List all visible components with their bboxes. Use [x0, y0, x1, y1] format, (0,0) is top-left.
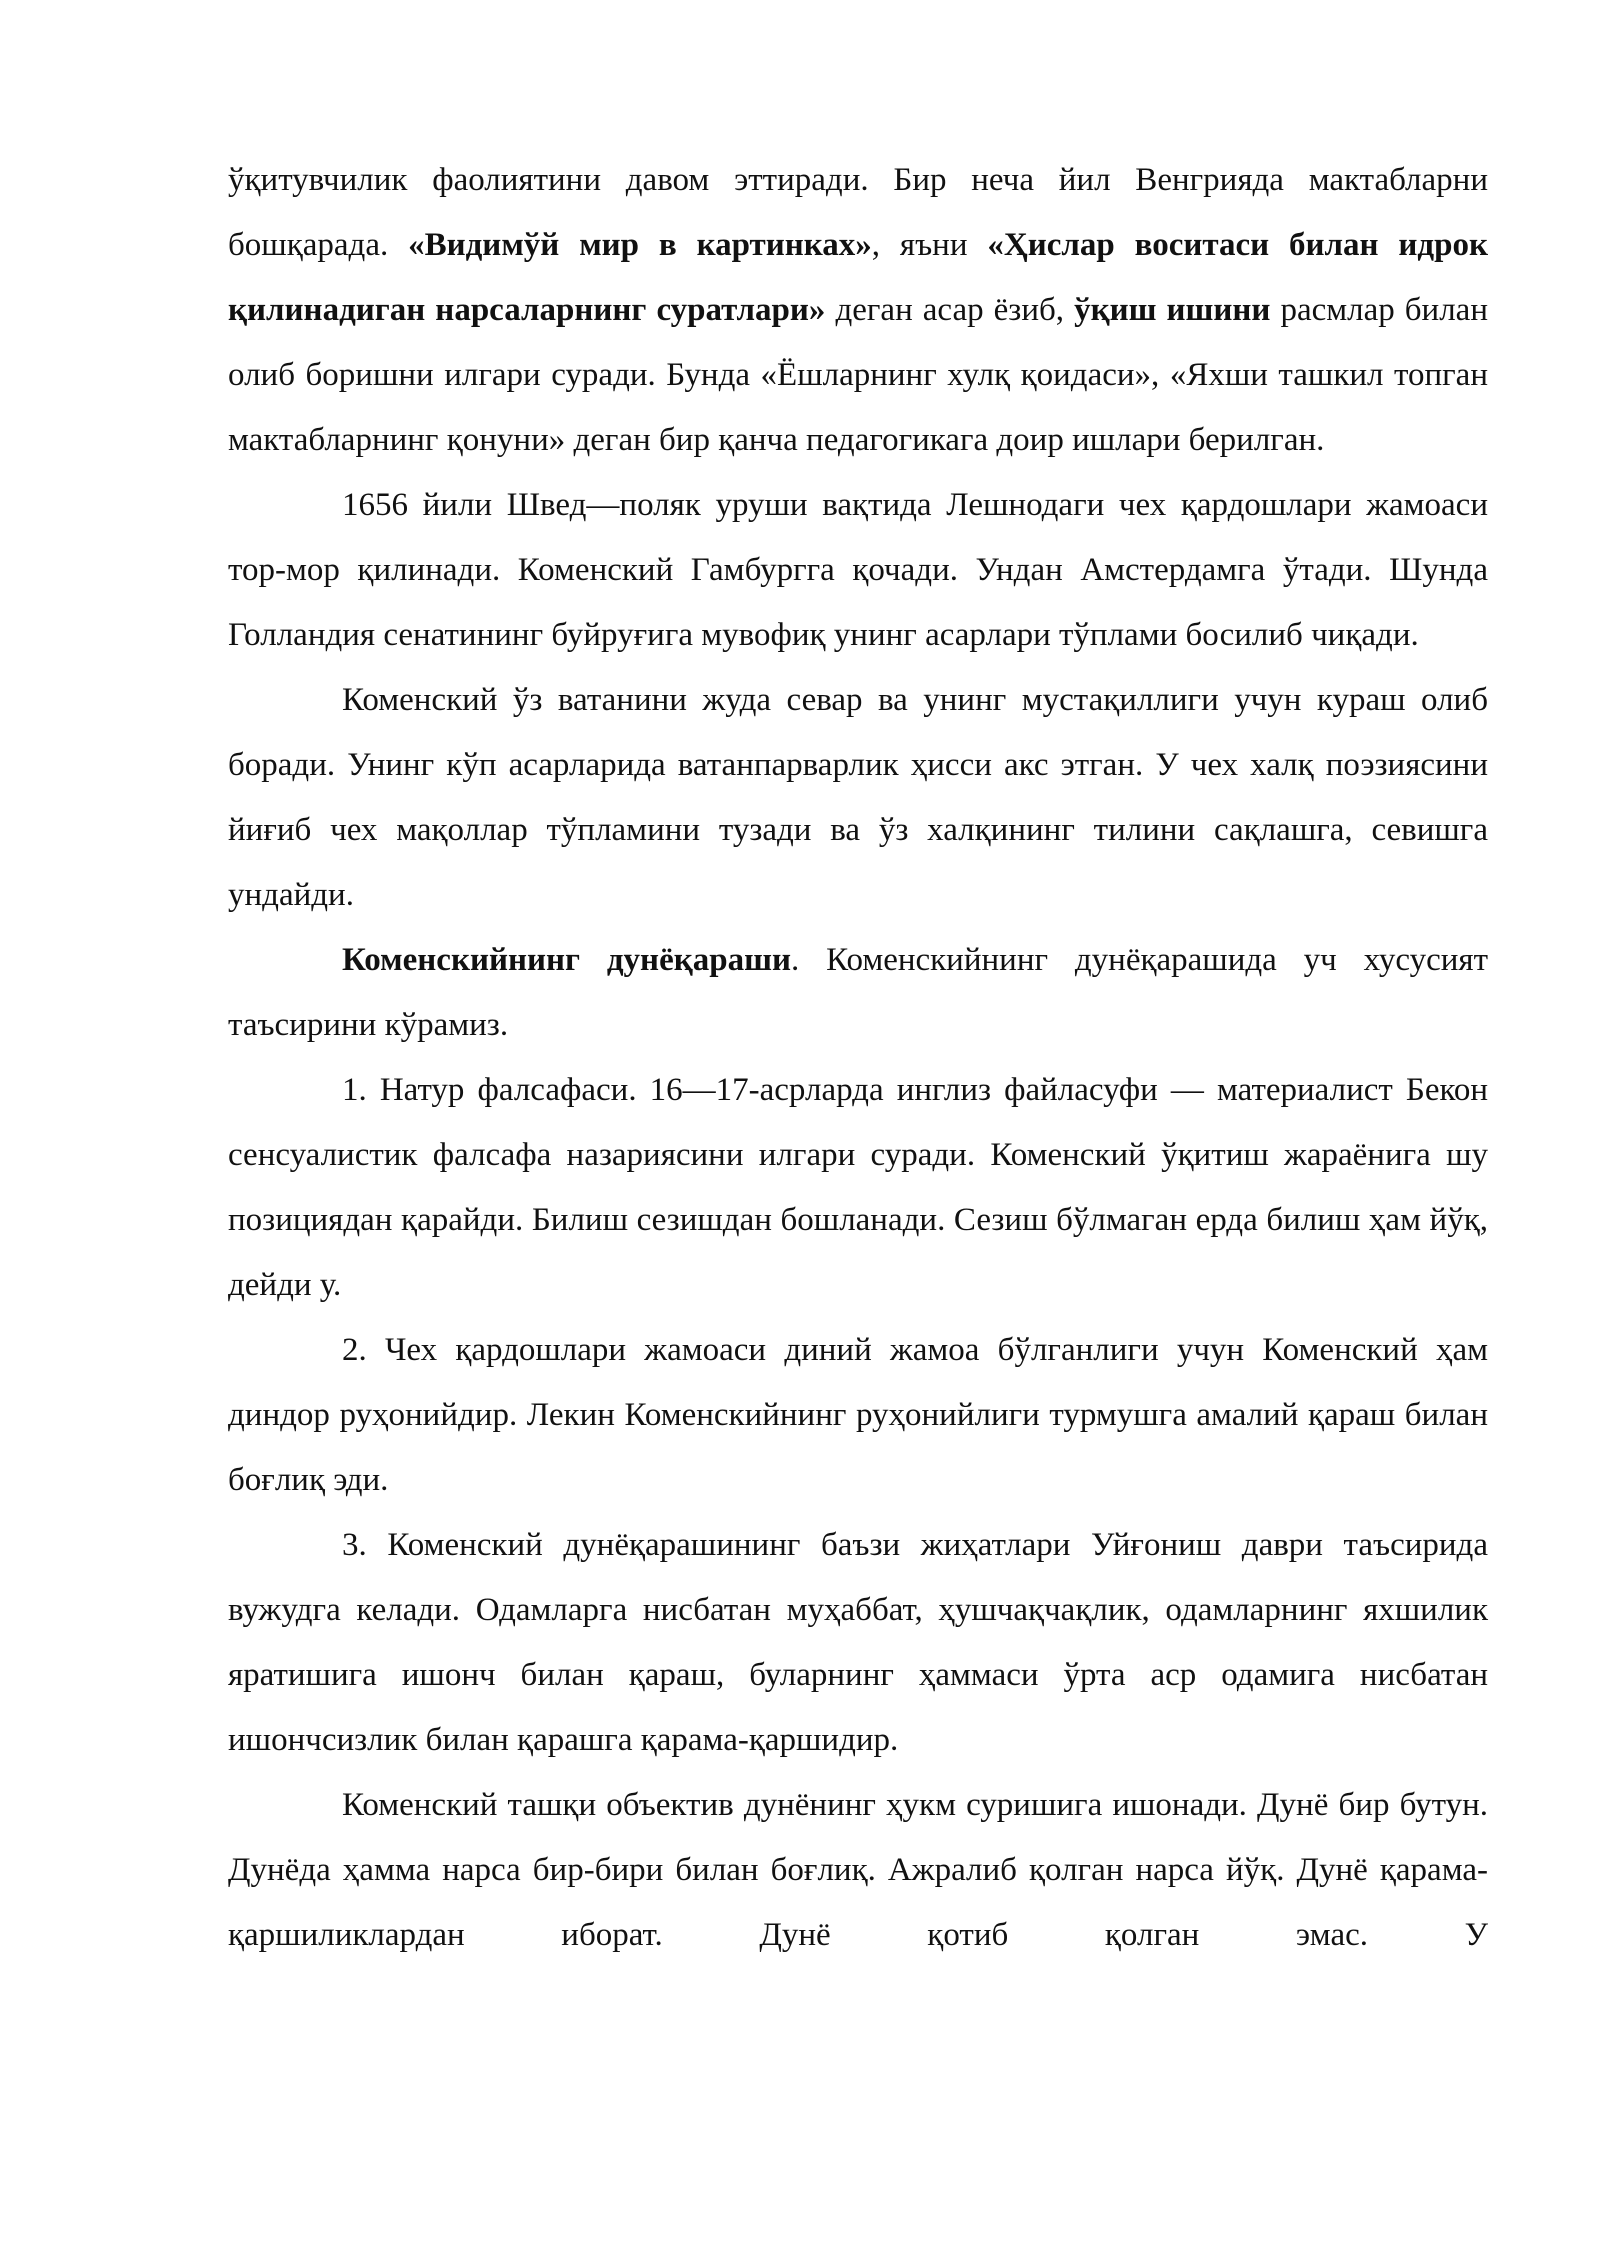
body-text: 3. Коменский дунёқарашининг баъзи жиҳатлари Уйғониш даври таъсирида вужудга келади. Одамларга нисбатан муҳаббат, ҳушчақчақлик, одамларнинг яхшилик яратишига ишонч билан қараш, буларнинг ҳаммаси ўрта аср одамига нисбатан ишончсизлик билан қарашга қарама-қаршидир. — [228, 1527, 1488, 1758]
body-text: 1656 йили Швед—поляк уруши вақтида Лешнодаги чех қардошлари жамоаси тор-мор қилинади. Коменский Гамбургга қочади. Ундан Амстердамга ўтади. Шунда Голландия сенатининг буйруғига мувофиқ унинг асарлари тўплами босилиб чиқади. — [228, 487, 1488, 653]
paragraph-p4 — [228, 928, 1488, 1058]
paragraph-p8 — [228, 1773, 1488, 1968]
paragraph-p1 — [228, 148, 1488, 473]
body-text: ўқитувчилик фаолиятини давом эттиради. Бир неча йил Венгрияда мактабларни бошқарада. — [228, 162, 1488, 263]
bold-text: «Ҳислар воситаси билан идрок қилинадиган нарсаларнинг суратлари» — [228, 227, 1488, 328]
paragraph-p5 — [228, 1058, 1488, 1318]
document-body — [228, 148, 1488, 1968]
paragraph-p6 — [228, 1318, 1488, 1513]
body-text: . Коменскийнинг дунёқарашида уч хусусият таъсирини кўрамиз. — [228, 942, 1488, 1043]
paragraph-p2 — [228, 473, 1488, 668]
body-text: расмлар билан олиб боришни илгари суради. Бунда «Ёшларнинг хулқ қоидаси», «Яхши ташкил топган мактабларнинг қонуни» деган бир қанча педагогикага доир ишлари берилган. — [228, 292, 1488, 458]
bold-text: ўқиш ишини — [1074, 292, 1271, 328]
body-text: Коменский ташқи объектив дунёнинг ҳукм суришига ишонади. Дунё бир бутун. Дунёда ҳамма нарса бир-бири билан боғлиқ. Ажралиб қолган нарса йўқ. Дунё қарама-қаршиликлардан иборат. Дунё қотиб қолган эмас. У — [228, 1787, 1488, 1953]
body-text: Коменский ўз ватанини жуда севар ва унинг мустақиллиги учун кураш олиб боради. Унинг кўп асарларида ватанпарварлик ҳисси акс этган. У чех халқ поэзиясини йиғиб чех мақоллар тўпламини тузади ва ўз халқининг тилини сақлашга, севишга ундайди. — [228, 682, 1488, 913]
bold-text: «Видимўй мир в картинках» — [408, 227, 872, 263]
bold-text: Коменскийнинг дунёқараши — [342, 942, 791, 978]
paragraph-p7 — [228, 1513, 1488, 1773]
body-text: деган асар ёзиб, — [825, 292, 1075, 328]
body-text: 1. Натур фалсафаси. 16—17-асрларда инглиз файласуфи — материалист Бекон сенсуалистик фалсафа назариясини илгари суради. Коменский ўқитиш жараёнига шу позициядан қарайди. Билиш сезишдан бошланади. Сезиш бўлмаган ерда билиш ҳам йўқ, дейди у. — [228, 1072, 1488, 1303]
paragraph-p3 — [228, 668, 1488, 928]
body-text: 2. Чех қардошлари жамоаси диний жамоа бўлганлиги учун Коменский ҳам диндор руҳонийдир. Лекин Коменскийнинг руҳонийлиги турмушга амалий қараш билан боғлиқ эди. — [228, 1332, 1488, 1498]
body-text: , яъни — [871, 227, 988, 263]
